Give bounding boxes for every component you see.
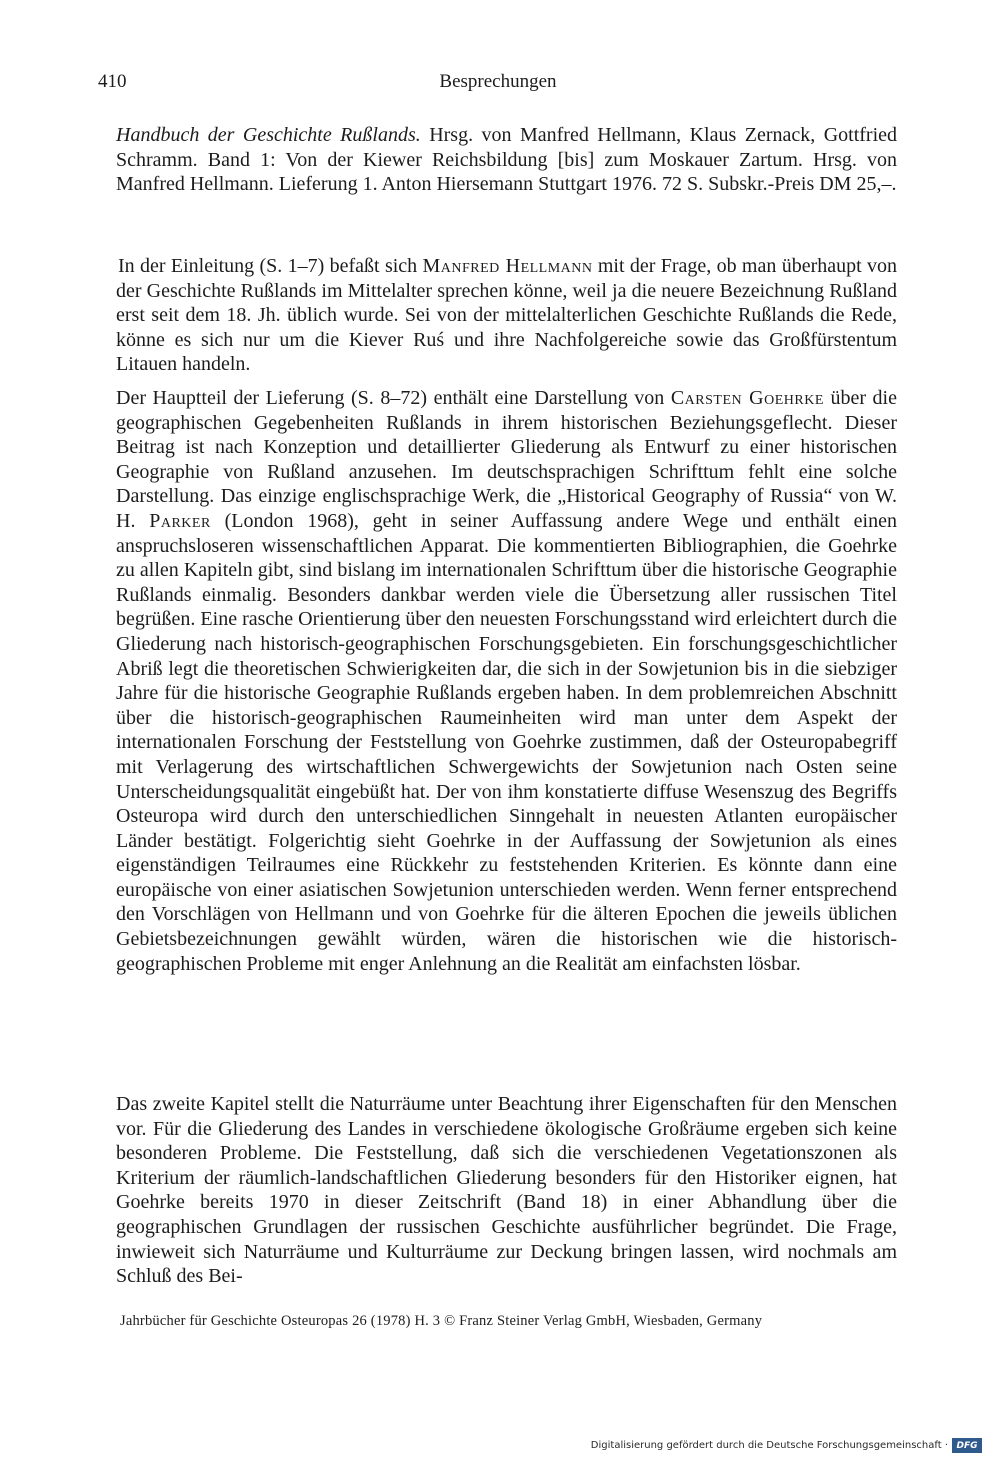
author-name: Manfred Hellmann [422, 255, 593, 277]
journal-footer: Jahrbücher für Geschichte Osteuropas 26 (1978) H. 3 © Franz Steiner Verlag GmbH, Wiesbaden, Germany [120, 1313, 763, 1329]
page-number: 410 [98, 71, 127, 92]
paragraph-text: mit der Frage, ob man überhaupt von der Geschichte Rußlands im Mittelalter sprechen könne, weil ja die neuere Bezeichnung Rußland erst seit dem 18. Jh. üblich wurde. Sei von der mittelalterlichen Geschichte Rußlands die Rede, könne es sich nur um die Kiever Ruś und ihre Nachfolgereiche sowie das Großfürstentum Litauen handeln. [116, 255, 898, 376]
book-title: Handbuch der Geschichte Rußlands. [116, 124, 421, 146]
running-title: Besprechungen [439, 71, 557, 92]
paragraph-text: über die geographischen Gegebenheiten Rußlands in ihrem historischen Beziehungsgeflecht. Dieser Beitrag ist nach Konzeption und detaillierter Gliederung als Entwurf zu einer historischen Geographie von Rußland anzusehen. Im deutschsprachigen Schrifttum fehlt eine solche Darstellung. Das einzige englischsprachige Werk, die „Historical Geography of Russia“ von W. H. [116, 387, 897, 532]
digitization-note: Digitalisierung gefördert durch die Deutsche Forschungsgemeinschaft · [590, 1440, 948, 1451]
paragraph-second-chapter: Das zweite Kapitel stellt die Naturräume unter Beachtung ihrer Eigenschaften für den Menschen vor. Für die Gliederung des Landes in verschiedene ökologische Großräume ergeben sich keine besonderen Probleme. Die Feststellung, daß sich die verschiedenen Vegetationszonen als Kriterium der räumlich-landschaftlichen Gliederung besonders für den Historiker eignen, hat Goehrke bereits 1970 in dieser Zeitschrift (Band 18) in einer Abhandlung über die geographischen Grundlagen der russischen Geschichte ausführlicher begründet. Die Frage, inwieweit sich Naturräume und Kulturräume zur Deckung bringen lassen, wird nochmals am Schluß des Bei- [116, 1093, 897, 1288]
paragraph-text: Der Hauptteil der Lieferung (S. 8–72) enthält eine Darstellung von [116, 387, 671, 409]
book-details: Hrsg. von Manfred Hellmann, Klaus Zernack, Gottfried Schramm. Band 1: Von der Kiewer Reichsbildung [bis] zum Moskauer Zartum. Hrsg. von Manfred Hellmann. Lieferung 1. Anton Hiersemann Stuttgart 1976. 72 S. Subskr.-Preis DM 25,–. [116, 124, 898, 196]
bibliographic-entry [116, 123, 897, 197]
paragraph-introduction [116, 254, 897, 377]
paragraph-text: In der Einleitung (S. 1–7) befaßt sich [118, 255, 423, 277]
paragraph-text: (London 1968), geht in seiner Auffassung andere Wege und enthält einen anspruchsloseren wissenschaftlichen Apparat. Die kommentierten Bibliographien, die Goehrke zu allen Kapiteln gibt, sind bislang im internationalen Schrifttum über die historische Geographie Rußlands einmalig. Besonders dankbar werden viele die Übersetzung aller russischen Titel begrüßen. Eine rasche Orientierung über den neuesten Forschungsstand wird erleichtert durch die Gliederung nach historisch-geographischen Forschungsgebieten. Ein forschungsgeschichtlicher Abriß legt die theoretischen Schwierigkeiten dar, die sich in der Sowjetunion bis in die siebziger Jahre für die historische Geographie Rußlands ergeben haben. In dem problemreichen Abschnitt über die historisch-geographischen Raumeinheiten wird man unter dem Aspekt der internationalen Forschung der Feststellung von Goehrke zustimmen, daß der Osteuropabegriff mit Verlagerung des wirtschaftlichen Schwergewichts der Sowjetunion nach Osten seine Unterscheidungsqualität eingebüßt hat. Der von ihm konstatierte diffuse Wesenszug des Begriffs Osteuropa wird durch den unterschiedlichen Sinngehalt in neuesten Atlanten europäischer Länder bestätigt. Folgerichtig sieht Goehrke in der Auffassung der Sowjetunion als eines eigenständigen Teilraumes eine Rückkehr zu feststehenden Kriterien. Es könnte dann eine europäische von einer asiatischen Sowjetunion unterschieden werden. Wenn ferner entsprechend den Vorschlägen von Hellmann und von Goehrke für die älteren Epochen die jeweils üblichen Gebietsbezeichnungen gewählt würden, wären die historischen wie die historisch-geographischen Probleme mit enger Anlehnung an die Realität am einfachsten lösbar. [116, 509, 897, 975]
author-name: Parker [149, 509, 211, 532]
page-header [98, 71, 898, 99]
paragraph-main-part [116, 386, 897, 976]
author-name: Carsten Goehrke [670, 387, 824, 409]
dfg-logo: DFG [952, 1438, 982, 1453]
